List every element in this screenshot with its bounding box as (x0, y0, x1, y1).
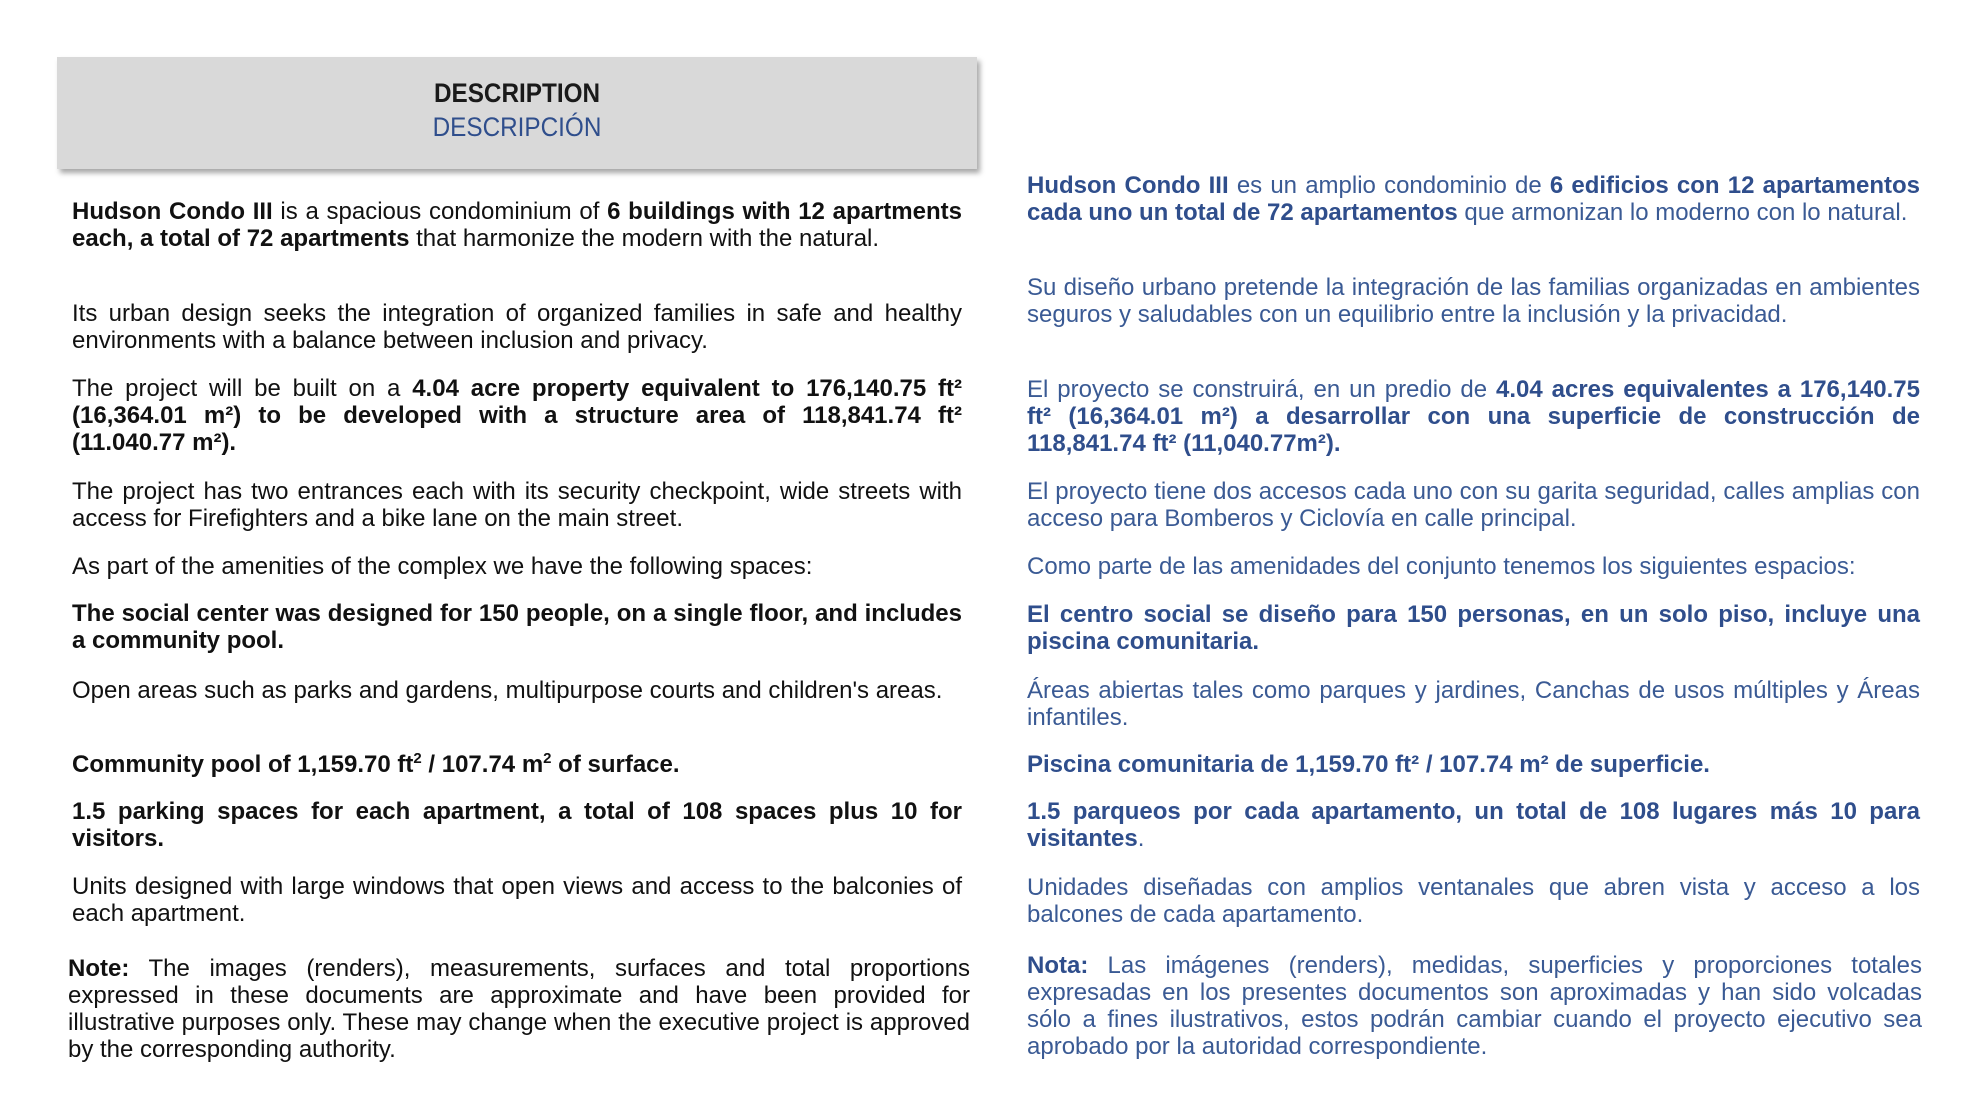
es-buildings-summary: 6 edificios con 12 apartamentos cada uno un total de 72 apartamentos (1027, 172, 1920, 226)
es-note-label: Nota: (1027, 952, 1089, 979)
en-note-label: Note: (68, 955, 130, 982)
en-note-text: The images (renders), measurements, surfaces and total proportions expressed in these documents are approximate and have been provided for illustrative purposes only. These may change when the executive project is approved by the corresponding authority. (68, 955, 970, 1063)
en-property-area: 4.04 acre property equivalent to 176,140.75 ft² (16,364.01 m²) to be developed with a structure area of 118,841.74 ft² (11.040.77 m²). (72, 375, 962, 456)
en-pool-sup-1: 2 (413, 750, 422, 767)
es-intro-paragraph (1027, 172, 1920, 226)
es-property-area: 4.04 acres equivalentes a 176,140.75 ft² (16,364.01 m²) a desarrollar con una superficie de construcción de 118,841.74 ft² (11,040.77m²). (1027, 376, 1920, 457)
en-intro-text: is a spacious condominium of (272, 198, 608, 225)
es-social-center-paragraph: El centro social se diseño para 150 personas, en un solo piso, incluye una piscina comunitaria. (1027, 601, 1920, 655)
es-intro-text: es un amplio condominio de (1228, 172, 1550, 199)
en-amenities-intro: As part of the amenities of the complex we have the following spaces: (72, 553, 813, 580)
es-entrances-paragraph: El proyecto tiene dos accesos cada uno con su garita seguridad, calles amplias con acceso para Bomberos y Ciclovía en calle principal. (1027, 478, 1920, 532)
es-property-lead: El proyecto se construirá, en un predio de (1027, 376, 1496, 403)
en-pool-text-b: / 107.74 m (421, 751, 544, 778)
es-urban-design-paragraph: Su diseño urbano pretende la integración de las familias organizadas en ambientes seguros y saludables con un equilibrio entre la inclusión y la privacidad. (1027, 274, 1920, 328)
en-intro-ending: that harmonize the modern with the natural. (409, 225, 880, 252)
en-property-lead: The project will be built on a (72, 375, 413, 402)
en-pool-sup-2: 2 (543, 750, 552, 767)
es-note-text: Las imágenes (renders), medidas, superficies y proporciones totales expresadas en los presentes documentos son aproximadas y han sido volcadas sólo a fines ilustrativos, estos podrán cambiar cuando el proyecto ejecutivo sea aprobado por la autoridad correspondiente. (1027, 952, 1922, 1060)
en-note-paragraph (68, 955, 970, 1063)
en-urban-design-paragraph: Its urban design seeks the integration of organized families in safe and healthy environments with a balance between inclusion and privacy. (72, 300, 962, 354)
description-header (57, 57, 977, 169)
en-entrances-paragraph: The project has two entrances each with its security checkpoint, wide streets with access for Firefighters and a bike lane on the main street. (72, 478, 962, 532)
es-parking-paragraph (1027, 798, 1920, 852)
en-property-paragraph (72, 375, 962, 456)
es-property-paragraph (1027, 376, 1920, 457)
es-parking-period: . (1137, 825, 1145, 852)
es-parking-text: 1.5 parqueos por cada apartamento, un total de 108 lugares más 10 para visitantes (1027, 798, 1920, 852)
es-open-areas-paragraph: Áreas abiertas tales como parques y jardines, Canchas de usos múltiples y Áreas infantiles. (1027, 677, 1920, 731)
en-units-paragraph: Units designed with large windows that open views and access to the balconies of each apartment. (72, 873, 962, 927)
en-social-center-paragraph: The social center was designed for 150 people, on a single floor, and includes a community pool. (72, 600, 962, 654)
es-units-paragraph: Unidades diseñadas con amplios ventanales que abren vista y acceso a los balcones de cada apartamento. (1027, 874, 1920, 928)
en-pool-paragraph (72, 751, 962, 778)
es-note-paragraph (1027, 952, 1922, 1060)
en-intro-paragraph (72, 198, 962, 252)
en-pool-text-a: Community pool of 1,159.70 ft (72, 751, 414, 778)
es-project-name: Hudson Condo III (1027, 172, 1229, 199)
en-buildings-summary: 6 buildings with 12 apartments each, a total of 72 apartments (72, 198, 962, 252)
en-project-name: Hudson Condo III (72, 198, 273, 225)
es-amenities-intro: Como parte de las amenidades del conjunto tenemos los siguientes espacios: (1027, 553, 1856, 580)
en-parking-paragraph: 1.5 parking spaces for each apartment, a total of 108 spaces plus 10 for visitors. (72, 798, 962, 852)
en-pool-text-c: of surface. (551, 751, 680, 778)
es-intro-ending: que armonizan lo moderno con lo natural. (1457, 199, 1908, 226)
es-pool-paragraph: Piscina comunitaria de 1,159.70 ft² / 107.74 m² de superficie. (1027, 751, 1710, 778)
en-open-areas-paragraph: Open areas such as parks and gardens, multipurpose courts and children's areas. (72, 677, 943, 704)
header-title-english: DESCRIPTION (433, 78, 601, 108)
header-title-spanish: DESCRIPCIÓN (432, 112, 602, 142)
